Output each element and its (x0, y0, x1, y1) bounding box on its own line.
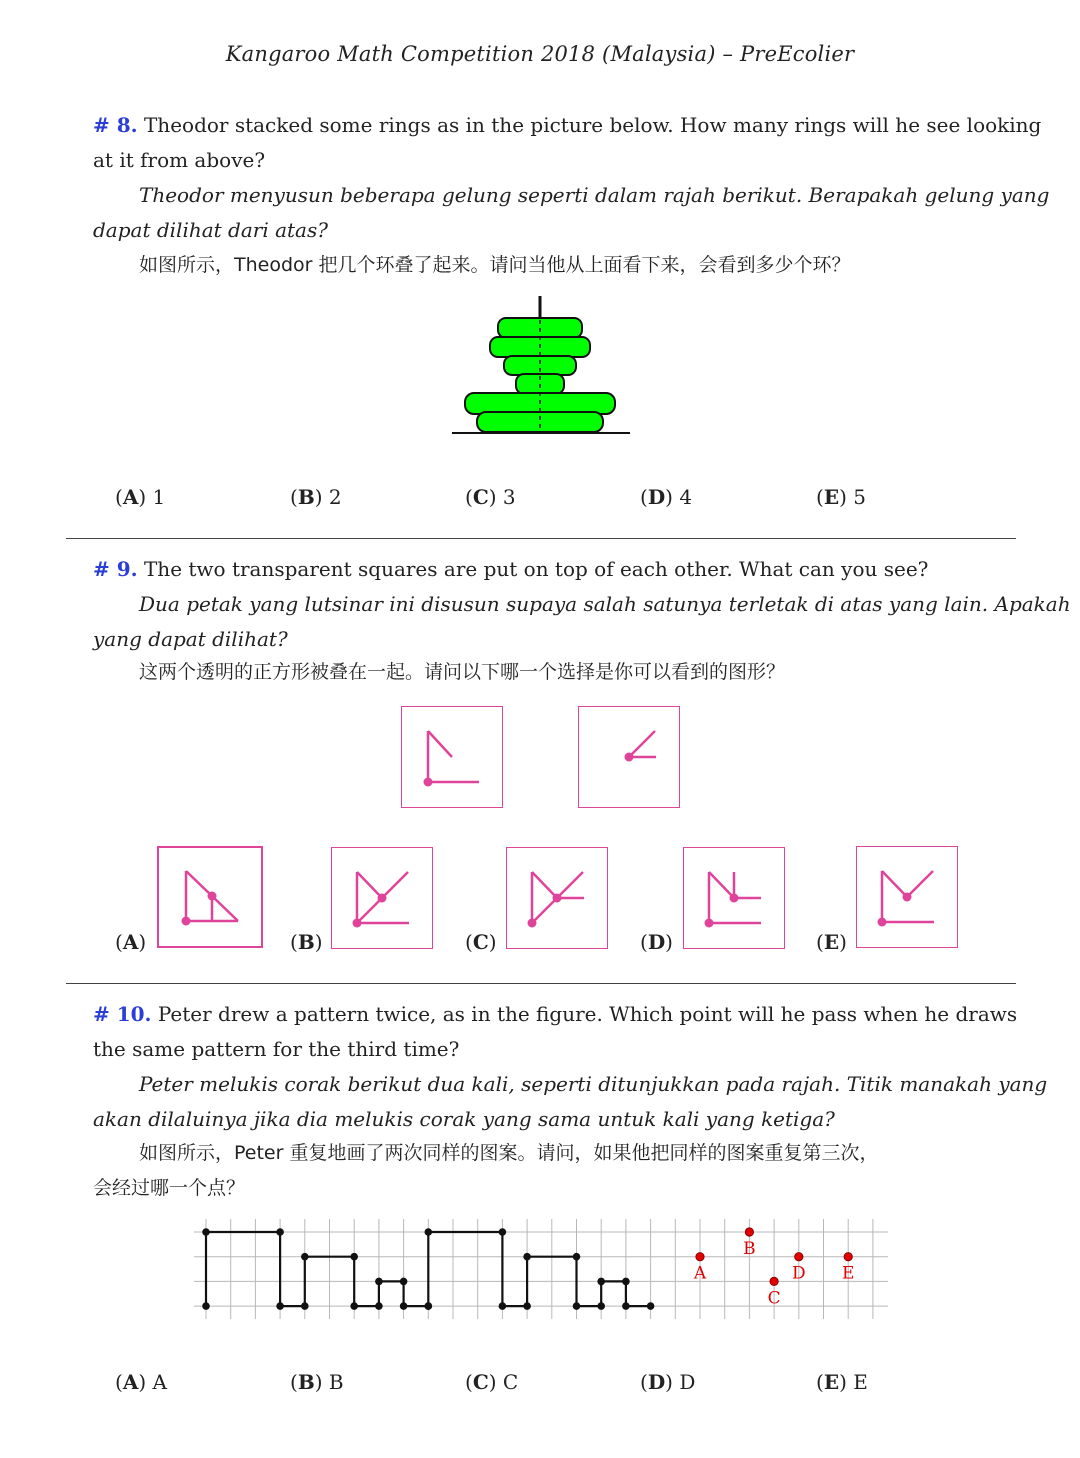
pattern-vertex (400, 1302, 408, 1310)
drawn-pattern (206, 1232, 651, 1306)
q9-option-e[interactable]: (E) (816, 930, 847, 954)
q10-english-line-1 (93, 997, 1017, 1032)
point-label-e: E (841, 1263, 855, 1284)
q10-option-c[interactable]: (C) C (465, 1370, 519, 1394)
q9-option-c-figure[interactable] (506, 847, 608, 949)
q8-chinese-text: 如图所示，Theodor 把几个环叠了起来。请问当他从上面看下来，会看到多少个环？ (139, 254, 851, 276)
divider (66, 983, 1016, 984)
pattern-vertex (425, 1228, 433, 1236)
point-c (770, 1277, 778, 1285)
q10-option-d[interactable]: (D) D (640, 1370, 696, 1394)
pattern-vertex (499, 1302, 507, 1310)
pattern-vertex (350, 1253, 358, 1261)
q8-english-text: Theodor stacked some rings as in the picture below. How many rings will he see looking (143, 113, 1042, 137)
pattern-vertex (400, 1278, 408, 1286)
pattern-vertex (499, 1228, 507, 1236)
point-e (844, 1253, 852, 1261)
pattern-vertex (375, 1302, 383, 1310)
pattern-vertex (350, 1302, 358, 1310)
q10-option-e[interactable]: (E) E (816, 1370, 868, 1394)
pattern-vertex (202, 1302, 210, 1310)
q9-english-line (93, 552, 928, 587)
pattern-vertex (622, 1278, 630, 1286)
pattern-vertex (523, 1253, 531, 1261)
pattern-vertex (202, 1228, 210, 1236)
pattern-vertex (301, 1302, 309, 1310)
q10-malay-line-2: akan dilaluinya jika dia melukis corak yang sama untuk kali yang ketiga? (93, 1107, 835, 1131)
q8-malay-line-2: dapat dilihat dari atas? (93, 218, 328, 242)
q10-option-a[interactable]: (A) A (115, 1370, 167, 1394)
q10-malay-line-1: Peter melukis corak berikut dua kali, seperti ditunjukkan pada rajah. Titik manakah yang (139, 1072, 1048, 1096)
q9-chinese-text: 这两个透明的正方形被叠在一起。请问以下哪一个选择是你可以看到的图形？ (139, 661, 786, 683)
pattern-vertex (622, 1302, 630, 1310)
q9-option-a[interactable]: (A) (115, 930, 147, 954)
q9-option-e-figure[interactable] (856, 846, 958, 948)
q9-option-a-figure[interactable] (157, 846, 263, 948)
pattern-vertex (375, 1278, 383, 1286)
q10-chinese-line-1: 如图所示，Peter 重复地画了两次同样的图案。请问，如果他把同样的图案重复第三次， (139, 1142, 879, 1164)
q10-option-b[interactable]: (B) B (290, 1370, 344, 1394)
ring-6 (477, 412, 603, 432)
q8-english-line-2: at it from above? (93, 148, 266, 172)
q10-number: # 10. (93, 1002, 152, 1026)
pattern-vertex (523, 1302, 531, 1310)
pattern-copy-2 (428, 1232, 650, 1306)
point-a (696, 1253, 704, 1261)
pattern-vertex (425, 1302, 433, 1310)
point-label-a: A (693, 1263, 707, 1284)
pattern-vertex (301, 1253, 309, 1261)
q9-number: # 9. (93, 557, 138, 581)
ring-stack-figure (440, 290, 640, 440)
grid-lines (194, 1219, 888, 1319)
q9-malay-line-1: Dua petak yang lutsinar ini disusun supaya salah satunya terletak di atas yang lain. Apakah (139, 592, 1071, 616)
q9-option-d[interactable]: (D) (640, 930, 673, 954)
q8-number: # 8. (93, 113, 138, 137)
pattern-vertex (573, 1253, 581, 1261)
q9-option-c[interactable]: (C) (465, 930, 497, 954)
q9-option-b-figure[interactable] (331, 847, 433, 949)
q9-english-text: The two transparent squares are put on top of each other. What can you see? (143, 557, 929, 581)
point-label-d: D (791, 1263, 806, 1284)
q8-option-a[interactable]: (A) 1 (115, 485, 166, 509)
given-square-2 (578, 706, 680, 808)
q9-option-b[interactable]: (B) (290, 930, 323, 954)
pattern-vertex (276, 1302, 284, 1310)
pattern-vertex (597, 1278, 605, 1286)
q8-option-c[interactable]: (C) 3 (465, 485, 516, 509)
q9-option-d-figure[interactable] (683, 847, 785, 949)
q8-option-d[interactable]: (D) 4 (640, 485, 693, 509)
ring-3 (504, 356, 576, 375)
pattern-copy-1 (206, 1232, 428, 1306)
page-header: Kangaroo Math Competition 2018 (Malaysia) – PreEcolier (225, 42, 855, 66)
q8-option-b[interactable]: (B) 2 (290, 485, 342, 509)
point-label-b: B (743, 1239, 756, 1259)
pattern-vertex (647, 1302, 655, 1310)
point-d (795, 1253, 803, 1261)
divider (66, 538, 1016, 539)
pattern-vertex (597, 1302, 605, 1310)
grid-pattern-figure (190, 1215, 890, 1325)
q9-malay-line-2: yang dapat dilihat? (93, 627, 288, 651)
point-label-c: C (767, 1288, 781, 1309)
pattern-vertex (276, 1228, 284, 1236)
q8-english-line-1 (93, 108, 1041, 143)
q10-english-text: Peter drew a pattern twice, as in the figure. Which point will he pass when he draws (157, 1002, 1018, 1026)
q8-malay-line-1: Theodor menyusun beberapa gelung seperti dalam rajah berikut. Berapakah gelung yang (139, 183, 1050, 207)
pattern-vertex (573, 1302, 581, 1310)
q10-english-line-2: the same pattern for the third time? (93, 1037, 460, 1061)
q10-chinese-line-2: 会经过哪一个点？ (93, 1177, 246, 1199)
point-b (745, 1228, 753, 1236)
given-square-1 (401, 706, 503, 808)
q8-option-e[interactable]: (E) 5 (816, 485, 866, 509)
